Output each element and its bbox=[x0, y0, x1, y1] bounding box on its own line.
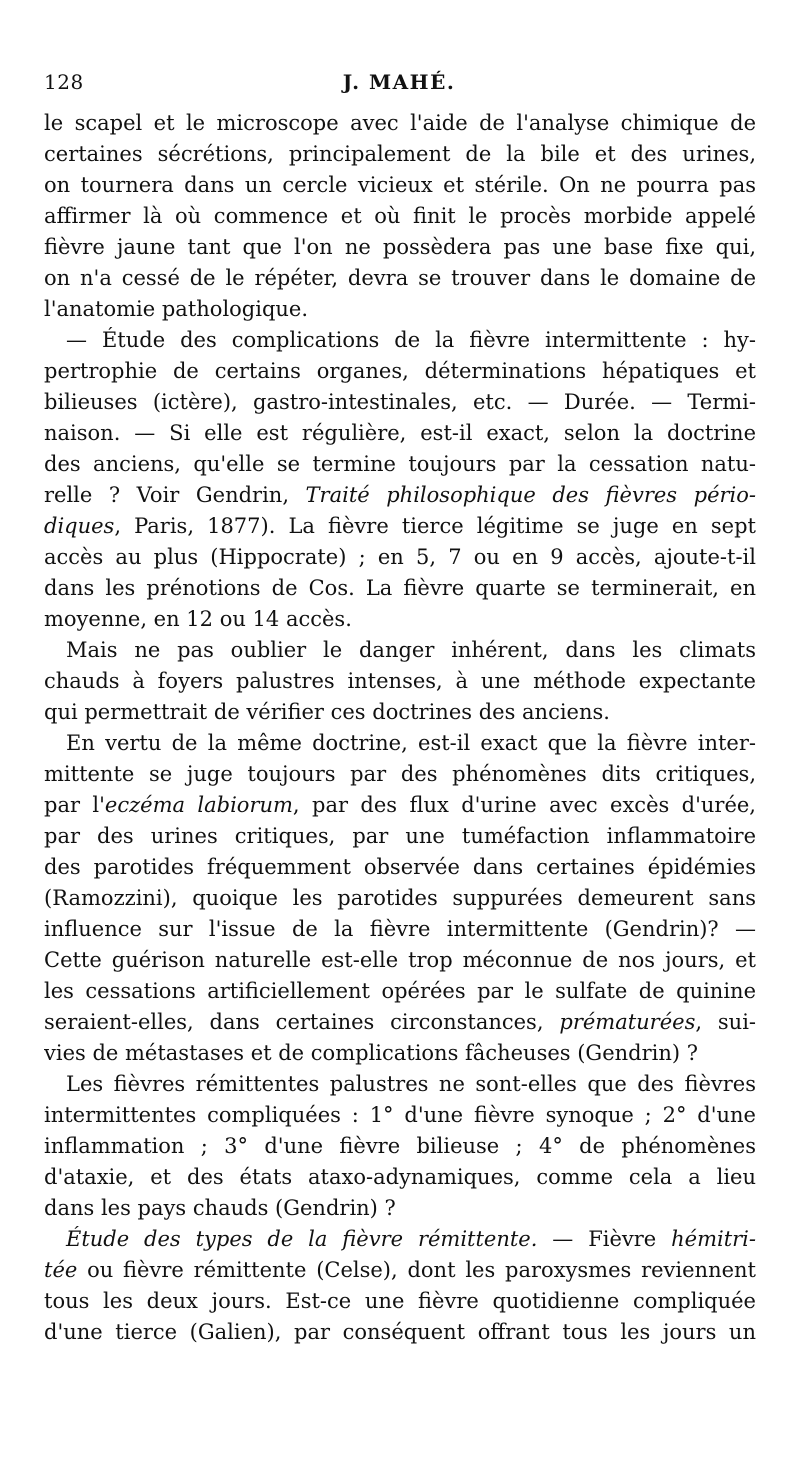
italic-text: Traité philosophique des fièvres pério- bbox=[305, 483, 756, 507]
text-segment: , par des flux d'urine avec excès d'urée, bbox=[292, 793, 756, 817]
page-number: 128 bbox=[44, 70, 84, 94]
text-segment: seraient-elles, dans certaines circonstances, bbox=[44, 1010, 560, 1034]
text-segment: on tournera dans un cercle vicieux et stérile. On ne pourra pas bbox=[44, 173, 756, 197]
text-line bbox=[44, 573, 756, 604]
text-segment: par des urines critiques, par une tuméfaction inflammatoire bbox=[44, 824, 756, 848]
italic-text: diques bbox=[44, 514, 115, 538]
text-segment: inflammation ; 3° d'une fièvre bilieuse ; 4° de phénomènes bbox=[44, 1134, 756, 1158]
text-segment: Cette guérison naturelle est-elle trop méconnue de nos jours, et bbox=[44, 948, 756, 972]
text-line bbox=[44, 1007, 756, 1038]
text-line bbox=[44, 542, 756, 573]
italic-text: hémitri- bbox=[671, 1227, 756, 1251]
italic-text: tée bbox=[44, 1258, 78, 1282]
text-segment: des anciens, qu'elle se termine toujours par la cessation natu- bbox=[44, 452, 756, 476]
text-segment: d'une tierce (Galien), par conséquent offrant tous les jours un bbox=[44, 1320, 756, 1344]
text-line bbox=[44, 108, 756, 139]
text-line bbox=[44, 728, 756, 759]
text-segment: moyenne, en 12 ou 14 accès. bbox=[44, 607, 352, 631]
text-segment: chauds à foyers palustres intenses, à une méthode expectante bbox=[44, 669, 756, 693]
text-line bbox=[44, 1286, 756, 1317]
text-line bbox=[44, 1100, 756, 1131]
text-line bbox=[44, 697, 756, 728]
text-segment: — Étude des complications de la fièvre intermittente : hy- bbox=[66, 328, 756, 352]
text-segment: , Paris, 1877). La fièvre tierce légitime se juge en sept bbox=[114, 514, 756, 538]
text-line bbox=[44, 666, 756, 697]
text-segment: affirmer là où commence et où finit le procès morbide appelé bbox=[44, 204, 756, 228]
text-segment: Mais ne pas oublier le danger inhérent, dans les climats bbox=[66, 638, 756, 662]
text-segment: bilieuses (ictère), gastro-intestinales, etc. — Durée. — Termi- bbox=[44, 390, 756, 414]
text-line bbox=[44, 1038, 756, 1069]
text-segment: d'ataxie, et des états ataxo-adynamiques, comme cela a lieu bbox=[44, 1165, 756, 1189]
text-segment: certaines sécrétions, principalement de la bile et des urines, bbox=[44, 142, 756, 166]
text-line bbox=[44, 790, 756, 821]
text-segment: vies de métastases et de complications fâcheuses (Gendrin) ? bbox=[44, 1041, 698, 1065]
text-line bbox=[44, 976, 756, 1007]
italic-text: eczéma labiorum bbox=[104, 793, 293, 817]
text-line bbox=[44, 1131, 756, 1162]
text-line bbox=[44, 325, 756, 356]
running-title: J. MAHÉ. bbox=[342, 70, 456, 94]
text-line bbox=[44, 821, 756, 852]
text-line bbox=[44, 604, 756, 635]
text-line bbox=[44, 1317, 756, 1348]
text-segment: , sui- bbox=[695, 1010, 756, 1034]
text-segment: accès au plus (Hippocrate) ; en 5, 7 ou en 9 accès, ajoute-t-il bbox=[44, 545, 756, 569]
text-line bbox=[44, 418, 756, 449]
text-line bbox=[44, 480, 756, 511]
text-line bbox=[44, 635, 756, 666]
text-segment: on n'a cessé de le répéter, devra se trouver dans le domaine de bbox=[44, 266, 756, 290]
text-segment: pertrophie de certains organes, déterminations hépatiques et bbox=[44, 359, 756, 383]
text-line bbox=[44, 294, 756, 325]
text-segment: le scapel et le microscope avec l'aide de l'analyse chimique de bbox=[44, 111, 756, 135]
text-line bbox=[44, 511, 756, 542]
text-line bbox=[44, 759, 756, 790]
text-line bbox=[44, 263, 756, 294]
text-segment: dans les pays chauds (Gendrin) ? bbox=[44, 1196, 396, 1220]
text-line bbox=[44, 852, 756, 883]
text-line bbox=[44, 387, 756, 418]
text-line bbox=[44, 914, 756, 945]
italic-text: Étude des types de la fièvre rémittente. bbox=[66, 1227, 538, 1251]
body-text bbox=[44, 108, 756, 1348]
text-segment: tous les deux jours. Est-ce une fièvre quotidienne compliquée bbox=[44, 1289, 756, 1313]
text-line bbox=[44, 1224, 756, 1255]
text-segment: relle ? Voir Gendrin, bbox=[44, 483, 306, 507]
text-segment: l'anatomie pathologique. bbox=[44, 297, 309, 321]
text-line bbox=[44, 945, 756, 976]
text-line bbox=[44, 170, 756, 201]
text-line bbox=[44, 1069, 756, 1100]
text-segment: intermittentes compliquées : 1° d'une fièvre synoque ; 2° d'une bbox=[44, 1103, 756, 1127]
text-segment: fièvre jaune tant que l'on ne possèdera pas une base fixe qui, bbox=[44, 235, 756, 259]
text-segment: par l' bbox=[44, 793, 105, 817]
text-segment: Les fièvres rémittentes palustres ne sont-elles que des fièvres bbox=[66, 1072, 756, 1096]
text-segment: En vertu de la même doctrine, est-il exact que la fièvre inter- bbox=[66, 731, 756, 755]
text-line bbox=[44, 139, 756, 170]
text-segment: naison. — Si elle est régulière, est-il exact, selon la doctrine bbox=[44, 421, 756, 445]
text-line bbox=[44, 356, 756, 387]
text-segment: qui permettrait de vérifier ces doctrines des anciens. bbox=[44, 700, 610, 724]
text-segment: des parotides fréquemment observée dans certaines épidémies bbox=[44, 855, 756, 879]
text-segment: les cessations artificiellement opérées par le sulfate de quinine bbox=[44, 979, 756, 1003]
text-segment: ou fièvre rémittente (Celse), dont les paroxysmes reviennent bbox=[77, 1258, 756, 1282]
text-segment: influence sur l'issue de la fièvre intermittente (Gendrin)? — bbox=[44, 917, 756, 941]
text-line bbox=[44, 449, 756, 480]
text-segment: mittente se juge toujours par des phénomènes dits critiques, bbox=[44, 762, 756, 786]
text-segment: (Ramozzini), quoique les parotides suppurées demeurent sans bbox=[44, 886, 756, 910]
page-header bbox=[44, 70, 754, 98]
italic-text: prématurées bbox=[559, 1010, 696, 1034]
text-segment: dans les prénotions de Cos. La fièvre quarte se terminerait, en bbox=[44, 576, 756, 600]
text-line bbox=[44, 232, 756, 263]
text-line bbox=[44, 1255, 756, 1286]
text-line bbox=[44, 201, 756, 232]
text-line bbox=[44, 1193, 756, 1224]
text-segment: — Fièvre bbox=[537, 1227, 672, 1251]
text-line bbox=[44, 883, 756, 914]
text-line bbox=[44, 1162, 756, 1193]
